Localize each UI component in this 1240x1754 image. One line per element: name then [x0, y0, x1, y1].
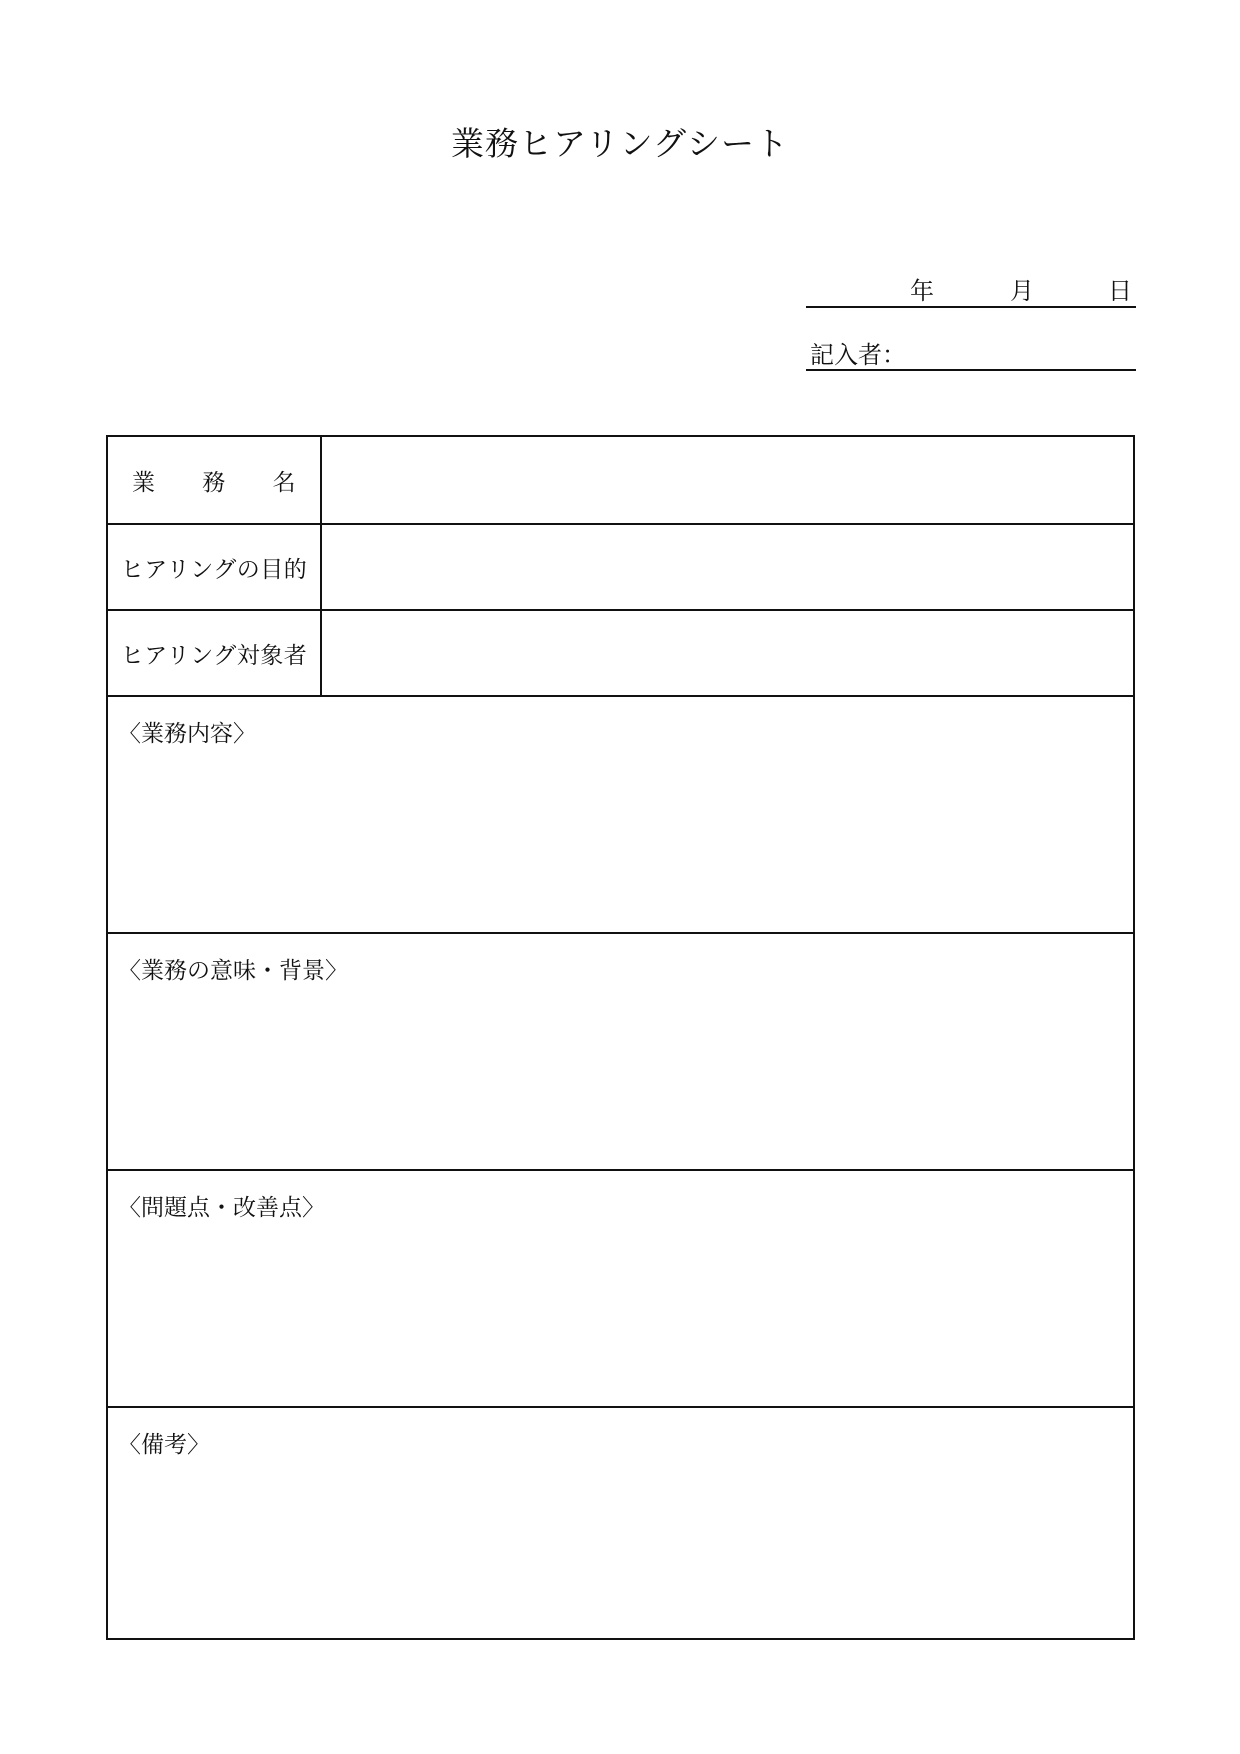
business-content-label: 〈業務内容〉 — [118, 721, 256, 747]
issues-label: 〈問題点・改善点〉 — [118, 1195, 325, 1221]
hearing-target-input[interactable] — [322, 611, 1133, 695]
business-name-input[interactable] — [322, 437, 1133, 523]
notes-input[interactable] — [108, 1458, 1133, 1637]
business-name-label-char: 務 — [202, 469, 226, 496]
business-meaning-label: 〈業務の意味・背景〉 — [118, 958, 348, 984]
form-row-business-name — [108, 437, 1133, 523]
notes-label: 〈備考〉 — [118, 1432, 210, 1458]
business-meaning-input[interactable] — [108, 984, 1133, 1169]
issues-input[interactable] — [108, 1221, 1133, 1406]
day-label: 日 — [1108, 277, 1132, 305]
section-business-content — [108, 695, 1133, 932]
section-business-meaning — [108, 932, 1133, 1169]
business-name-label-char: 名 — [272, 469, 296, 496]
form-row-target — [108, 609, 1133, 695]
hearing-target-label: ヒアリング対象者 — [108, 611, 322, 695]
month-label: 月 — [1010, 277, 1034, 305]
year-label: 年 — [910, 277, 934, 305]
business-content-input[interactable] — [108, 747, 1133, 932]
recorder-label: 記入者： — [810, 341, 906, 369]
hearing-purpose-label: ヒアリングの目的 — [108, 525, 322, 609]
business-name-label-char: 業 — [132, 469, 156, 496]
business-name-label — [108, 437, 322, 523]
section-notes — [108, 1406, 1133, 1637]
section-issues — [108, 1169, 1133, 1406]
page-title: 業務ヒアリングシート — [450, 124, 790, 163]
hearing-purpose-input[interactable] — [322, 525, 1133, 609]
hearing-form-table — [106, 435, 1135, 1640]
recorder-field[interactable] — [806, 332, 1136, 371]
form-row-purpose — [108, 523, 1133, 609]
date-field[interactable] — [806, 268, 1136, 308]
